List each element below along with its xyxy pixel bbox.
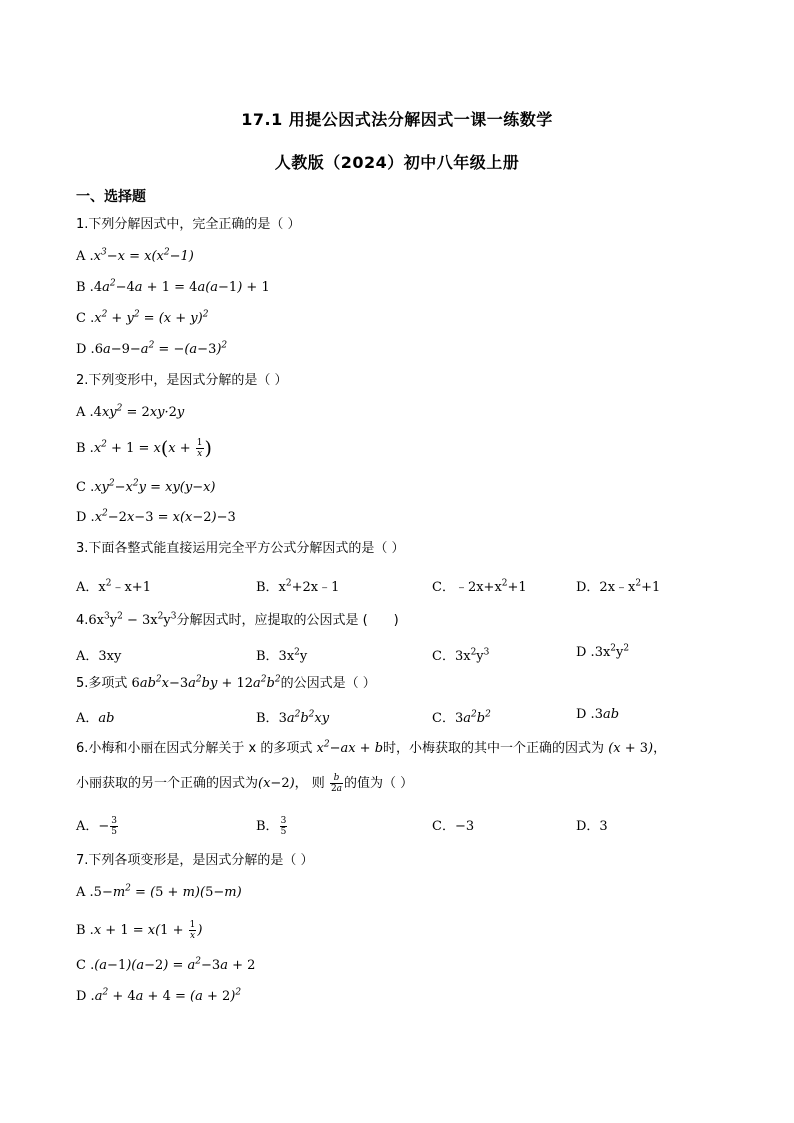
question-4-option-d: D $.3x^2y^2$ [576,643,630,660]
option-label: D . [76,342,95,357]
question-1-option-b: B $.4a^2-4a + 1 = 4a(a-1) + 1$ [76,278,270,295]
document-title: 17.1 用提公因式法分解因式一课一练数学 [241,110,553,129]
question-7-option-b: B .x + 1 = x(1 + $\frac{1}{x}$ ) [76,920,203,941]
question-4-option-c: C．$3x^2y^3$ [432,647,490,664]
question-3-option-b: B．$x^2+2x﹣1$ [256,578,340,595]
question-4-stem: $4.6x^3y^2 - 3x^2y^3$分解因式时，应提取的公因式是 ( ) [76,611,399,628]
option-label: D . [76,510,95,525]
question-3-option-a: A．$x^2﹣x+1$ [76,578,151,595]
option-label: B . [76,441,94,456]
question-2-option-a: A $.4xy^2 = 2xy\cdot 2y$ [76,403,185,420]
question-6-option-d: D．3 [576,819,608,834]
option-label: A . [76,249,94,264]
question-3-option-d: D．$2x﹣x^2+1$ [576,578,661,595]
question-2-option-c: C $.xy^2-x^2y = xy(y-x)$ [76,478,216,495]
option-label: D . [76,989,95,1004]
question-6-stem-line-1: 6.小梅和小丽在因式分解关于 x 的多项式 $x^2-ax + b$时，小梅获取的其中一个正确的因式为 (x + 3)， [76,739,667,756]
option-label: A . [76,885,94,900]
question-7-option-a: A $.5-m^2 = (5 + m)(5-m)$ [76,883,242,900]
option-label: B . [76,280,94,295]
question-7-stem: 7.下列各项变形是，是因式分解的是（ ） [76,853,314,868]
question-3-option-c: C．$﹣2x+x^2+1$ [432,578,527,595]
question-5-option-b: B．$3a^2b^2xy$ [256,709,330,726]
question-4-options [76,645,776,665]
question-2-option-d: D $.x^2-2x-3 = x(x-2)-3$ [76,508,236,525]
question-7-option-d: D $.a^2 + 4a + 4 = (a + 2)^2$ [76,987,242,1004]
question-5-option-a: A．ab [76,711,115,726]
question-6-option-c: C．−3 [432,819,475,834]
question-1-stem: 1.下列分解因式中，完全正确的是（ ） [76,217,301,232]
question-6-options [76,815,776,835]
question-2-option-b: B $.x^2 + 1 = x(x$ + $\frac{1}{x}$ ) [76,437,212,460]
question-2-stem: 2.下列变形中，是因式分解的是（ ） [76,373,288,388]
document-subtitle: 人教版（2024）初中八年级上册 [274,153,520,172]
section-heading: 一、选择题 [76,189,146,205]
option-label: C . [76,311,95,326]
option-label: B . [76,923,94,938]
question-5-option-d: D .3ab [576,707,620,722]
question-5-stem: 5.多项式 $6ab^2x-3a^2by + 12a^2b^2$的公因式是（ ） [76,674,376,691]
question-4-option-b: B．$3x^2y$ [256,647,308,664]
question-1-option-d: D $.6a-9-a^2 = -(a-3)^2$ [76,340,228,357]
question-6-option-a: A．− $\frac{3}{5}$ [76,816,118,837]
option-label: A . [76,405,94,420]
option-label: C . [76,480,95,495]
question-7-option-c: C $.(a-1)(a-2) = a^2-3a + 2$ [76,956,256,973]
question-1-option-a: A $.x^3-x = x(x^2-1)$ [76,247,194,264]
option-label: C . [76,958,95,973]
question-3-stem: 3.下面各整式能直接运用完全平方公式分解因式的是（ ） [76,541,405,556]
question-5-option-c: C．$3a^2b^2$ [432,709,491,726]
question-5-options [76,707,776,727]
question-4-option-a: A．3xy [76,649,122,664]
question-3-options [76,576,776,596]
question-1-option-c: C $.x^2 + y^2 = (x + y)^2$ [76,309,209,326]
question-6-stem-line-2: 小丽获取的另一个正确的因式为(x−2)， 则 $\frac{b}{2a}$ 的值为（ ） [76,773,414,794]
question-6-option-b: B． $\frac{3}{5}$ [256,816,287,837]
